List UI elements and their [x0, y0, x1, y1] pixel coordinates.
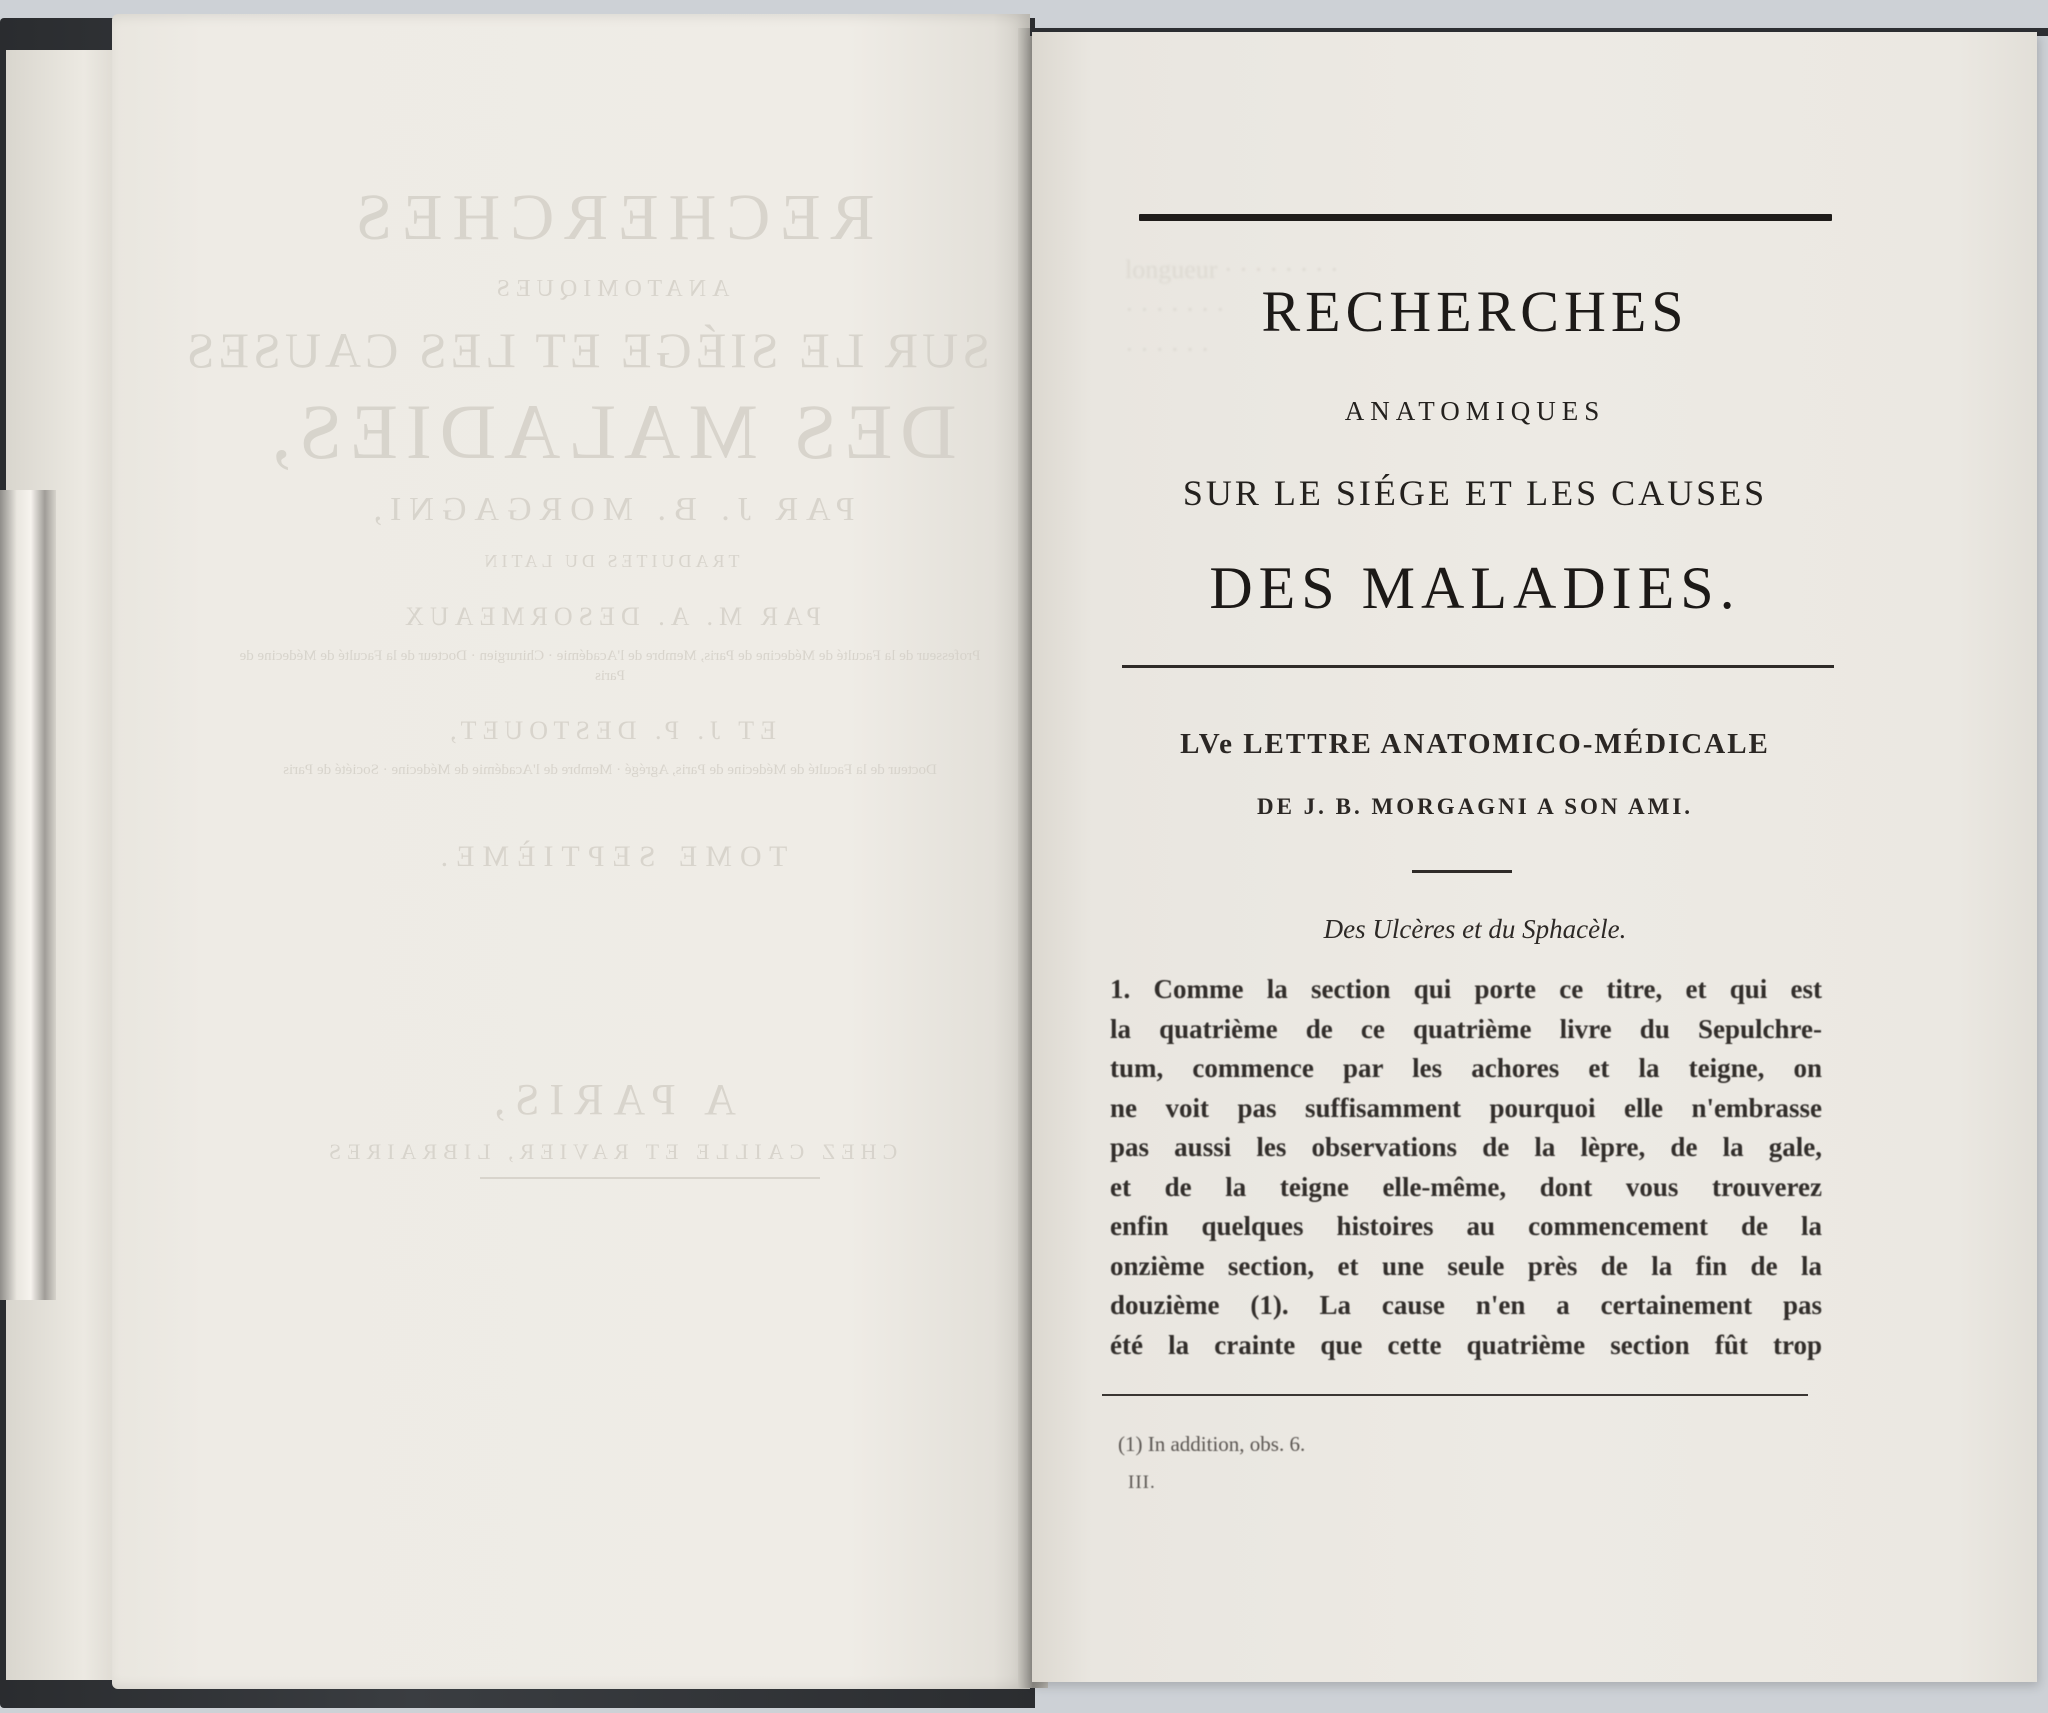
body-line: onzième section, et une seule près de la fin de la	[1110, 1250, 1822, 1281]
bleed-through-text: RECHERCHES ANATOMIQUES SUR LE SIÉGE ET LES CAUSES DES MALADIES, PAR J. B. MORGAGNI, TRADUITES DU LATIN PAR M. A. DESORMEAUX Professeur de la Faculté de Médecine de Paris, Membre de l'Académie · Chirurgien · Docteur de la Faculté de Médecine de Paris ET J. P. DESTOUET, Docteur de la Faculté de Médecine de Paris, Agrégé · Membre de l'Académie de Médecine · Société de Paris TOME SEPTIÈME. A PARIS, CHEZ CAILLE ET RAVIER, LIBRAIRES	[182, 181, 990, 1164]
body-line: 1. Comme la section qui porte ce titre, et qui est	[1110, 974, 1822, 1004]
bleed-through-rule	[480, 1177, 820, 1179]
page-edges	[0, 490, 56, 1300]
top-rule	[1139, 214, 1832, 221]
subtitle-siege: SUR LE SIÉGE ET LES CAUSES	[1182, 473, 1768, 513]
body-line: ne voit pas suffisamment pourquoi elle n'embrasse	[1110, 1092, 1822, 1123]
short-divider	[1412, 870, 1512, 873]
body-paragraph	[1110, 970, 1822, 1365]
subtitle-maladies: DES MALADIES.	[1209, 555, 1741, 621]
body-line: tum, commence par les achores et la teigne, on	[1110, 1053, 1822, 1083]
body-line: enfin quelques histoires au commencement de la	[1110, 1211, 1822, 1241]
divider-rule	[1122, 665, 1834, 668]
body-line: la quatrième de ce quatrième livre du Sepulchre-	[1110, 1013, 1822, 1044]
body-line: et de la teigne elle-même, dont vous trouverez	[1110, 1171, 1822, 1202]
body-line: pas aussi les observations de la lèpre, de la gale,	[1110, 1132, 1822, 1162]
body-line: douzième (1). La cause n'en a certainement pas	[1110, 1290, 1822, 1320]
right-bleed-through: longueur · · · · · · · · · · · · · · · · · · · · ·	[1125, 255, 1339, 364]
section-title: Des Ulcères et du Sphacèle.	[1323, 914, 1627, 944]
subtitle-anatomiques: ANATOMIQUES	[1344, 396, 1606, 426]
letter-subheading: DE J. B. MORGAGNI A SON AMI.	[1256, 794, 1694, 819]
letter-heading: LVe LETTRE ANATOMICO-MÉDICALE	[1180, 728, 1770, 760]
signature-mark: III.	[1128, 1472, 1156, 1493]
body-line: été la crainte que cette quatrième section fût trop	[1110, 1329, 1822, 1360]
footnote-rule	[1102, 1394, 1808, 1396]
footnote: (1) In addition, obs. 6.	[1118, 1432, 1306, 1456]
page-title: RECHERCHES	[1261, 279, 1689, 344]
